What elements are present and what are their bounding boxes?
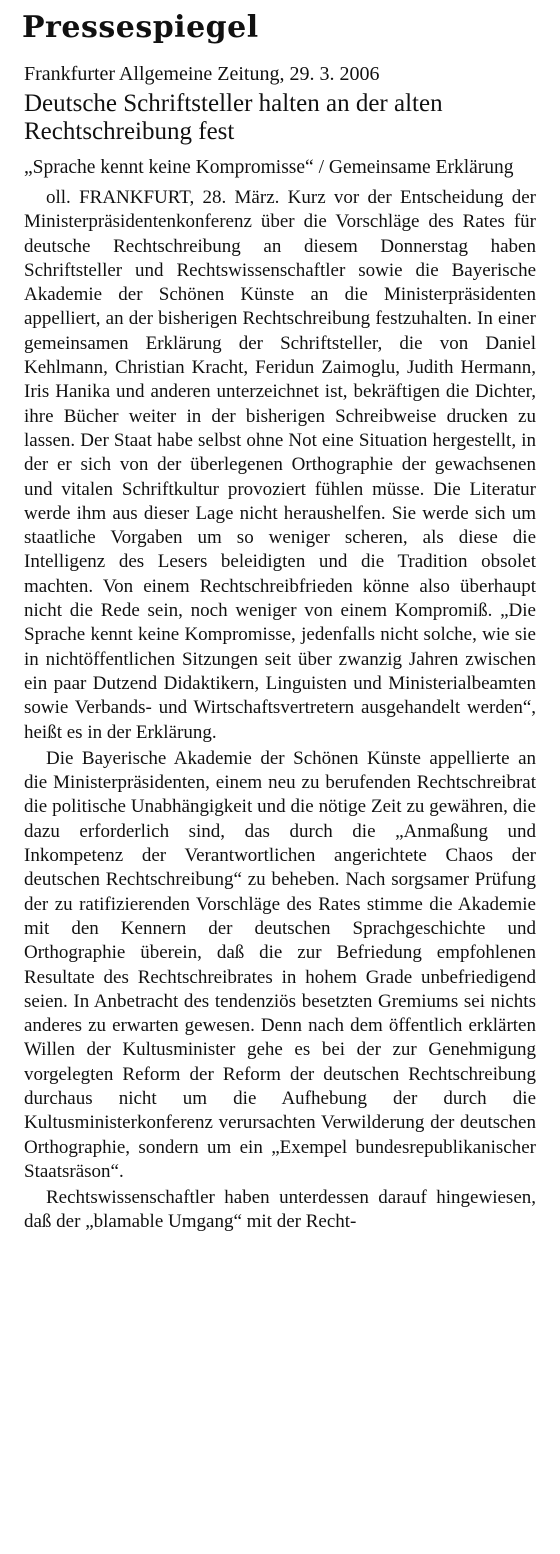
article-paragraph-1: oll. FRANKFURT, 28. März. Kurz vor der Entscheidung der Ministerpräsidentenkonferenz über die Vorschläge des Rates für deutsche Rechtschreibung an diesem Donnerstag haben Schriftsteller und Rechtswissenschaftler sowie die Bayerische Akademie der Schönen Künste an die Ministerpräsidenten appelliert, an der bisherigen Rechtschreibung festzuhalten. In einer gemeinsamen Erklärung der Schriftsteller, die von Daniel Kehlmann, Christian Kracht, Feridun Zaimoglu, Judith Hermann, Iris Hanika und anderen unterzeichnet ist, bekräftigen die Dichter, ihre Bücher weiter in der bisherigen Schreibweise drucken zu lassen. Der Staat habe selbst ohne Not eine Situation hergestellt, in der er sich von der überlegenen Orthographie der gewachsenen und vitalen Schriftkultur provoziert fühlen müsse. Die Literatur werde ihm aus dieser Lage nicht heraushelfen. Sie werde sich um staatliche Vorgaben um so weniger scheren, als diese die Intelligenz des Lesers beleidigten und die Tradition obsolet machten. Von einem Rechtschreibfrieden könne also überhaupt nicht die Rede sein, noch weniger von einem Kompromiß. „Die Sprache kennt keine Kompromisse, jedenfalls nicht solche, wie sie in nichtöffentlichen Sitzungen seit über zwanzig Jahren zwischen ein paar Dutzend Didaktikern, Linguisten und Ministerialbeamten sowie Verbands- und Wirtschaftsvertretern ausgehandelt werden“, heißt es in der Erklärung. [24,187,536,743]
article-paragraph-2: Die Bayerische Akademie der Schönen Künste appellierte an die Ministerpräsidenten, einem neu zu berufenden Rechtschreibrat die politische Unabhängigkeit und die nötige Zeit zu gewähren, die dazu erforderlich sind, das durch die „Anmaßung und Inkompetenz der Verantwortlichen angerichtete Chaos der deutschen Rechtschreibung“ zu beheben. Nach sorgsamer Prüfung der zu ratifizierenden Vorschläge des Rates stimme die Akademie mit den Kennern der deutschen Sprachgeschichte und Orthographie überein, daß die zur Befriedung empfohlenen Resultate des Rechtschreibrates in hohem Grade unbefriedigend seien. In Anbetracht des tendenziös besetzten Gremiums sei nichts anderes zu erwarten gewesen. Denn nach dem öffentlich erklärten Willen der Kultusminister gehe es bei der zur Genehmigung vorgelegten Reform der Reform der deutschen Rechtschreibung durchaus nicht um die Aufhebung der durch die Kultusministerkonferenz verursachten Verwilderung der deutschen Orthographie, sondern um ein „Exempel bundesrepublikanischer Staatsräson“. [24,747,536,1182]
press-clipping-page [20,8,540,1235]
article-body [24,186,536,1235]
article-subheadline: „Sprache kennt keine Kompromisse“ / Gemeinsame Erklärung [24,157,514,178]
masthead-title: Pressespiegel [22,10,259,45]
article-paragraph-3: Rechtswissenschaftler haben unterdessen darauf hingewiesen, daß der „blamable Umgang“ mit der Recht- [24,1187,536,1233]
source-line: Frankfurter Allgemeine Zeitung, 29. 3. 2006 [24,63,380,85]
article-headline: Deutsche Schriftsteller halten an der alten Rechtschreibung fest [24,90,443,145]
